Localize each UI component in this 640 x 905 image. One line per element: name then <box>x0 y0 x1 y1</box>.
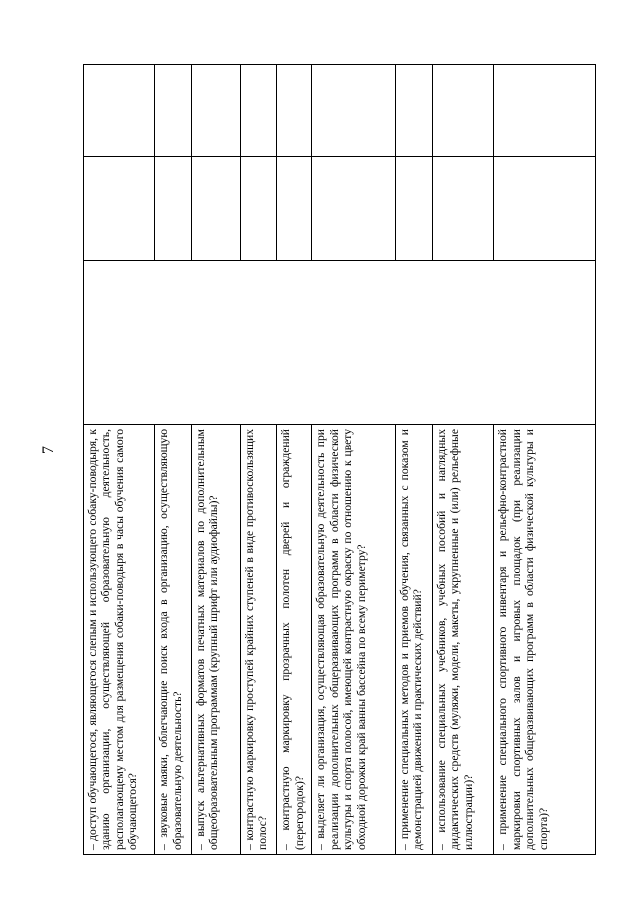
answer-cell <box>277 157 312 261</box>
answer-cell <box>395 65 432 157</box>
answer-cell <box>312 65 395 157</box>
merged-answer-cell <box>84 261 596 425</box>
question-cell: – использование специальных учебников, учебных пособий и наглядных дидактических средств (муляжи, модели, макеты, укрупненные и (или) рельефные иллюстрации)? <box>432 425 493 855</box>
table-row <box>155 65 191 855</box>
answer-cell <box>155 65 191 157</box>
table-row <box>395 65 432 855</box>
answer-cell <box>395 157 432 261</box>
question-cell: – доступ обучающегося, являющегося слепым и использующего собаку-поводыря, к зданию организации, осуществляющей образовательную деятельность, располагающему местом для размещения собаки-поводыря в часы обучения самого обучающегося? <box>84 425 155 855</box>
questionnaire-table <box>83 64 596 855</box>
question-cell: – применение специальных методов и приемов обучения, связанных с показом и демонстрацией движений и практических действий? <box>395 425 432 855</box>
table-row <box>277 65 312 855</box>
question-cell: – применение специального спортивного инвентаря и рельефно-контрастной маркировки спортивных залов и игровых площадок (при реализации дополнительных общеразвивающих программ в области физической культуры и спорта)? <box>494 425 596 855</box>
answer-cell <box>277 65 312 157</box>
answer-cell <box>432 157 493 261</box>
question-cell: – выпуск альтернативных форматов печатных материалов по дополнительным общеобразовательным программам (крупный шрифт или аудиофайлы)? <box>191 425 240 855</box>
answer-cell <box>84 65 155 157</box>
question-cell: – контрастную маркировку прозрачных полотен дверей и ограждений (перегородок)? <box>277 425 312 855</box>
table-row <box>432 65 493 855</box>
page-number: 7 <box>40 446 57 454</box>
table-row <box>240 65 276 855</box>
table-row <box>312 65 395 855</box>
answer-cell <box>191 157 240 261</box>
question-cell: – выделяет ли организация, осуществляющая образовательную деятельность при реализации дополнительных общеразвивающих программ в области физической культуры и спорта полосой, имеющей контрастную окраску по отношению к цвету обходной дорожки край ванны бассейна по всему периметру? <box>312 425 395 855</box>
table-row <box>494 65 596 855</box>
answer-cell <box>312 157 395 261</box>
answer-cell <box>240 65 276 157</box>
answer-cell <box>240 157 276 261</box>
table-row <box>191 65 240 855</box>
question-cell: – звуковые маяки, облегчающие поиск входа в организацию, осуществляющую образовательную деятельность? <box>155 425 191 855</box>
answer-cell <box>494 157 596 261</box>
answer-cell <box>191 65 240 157</box>
rotated-page-content <box>83 65 596 855</box>
answer-cell <box>432 65 493 157</box>
question-cell: – контрастную маркировку проступей крайних ступеней в виде противоскользящих полос? <box>240 425 276 855</box>
answer-cell <box>155 157 191 261</box>
answer-cell <box>84 157 155 261</box>
table-row <box>84 65 155 855</box>
answer-cell <box>494 65 596 157</box>
